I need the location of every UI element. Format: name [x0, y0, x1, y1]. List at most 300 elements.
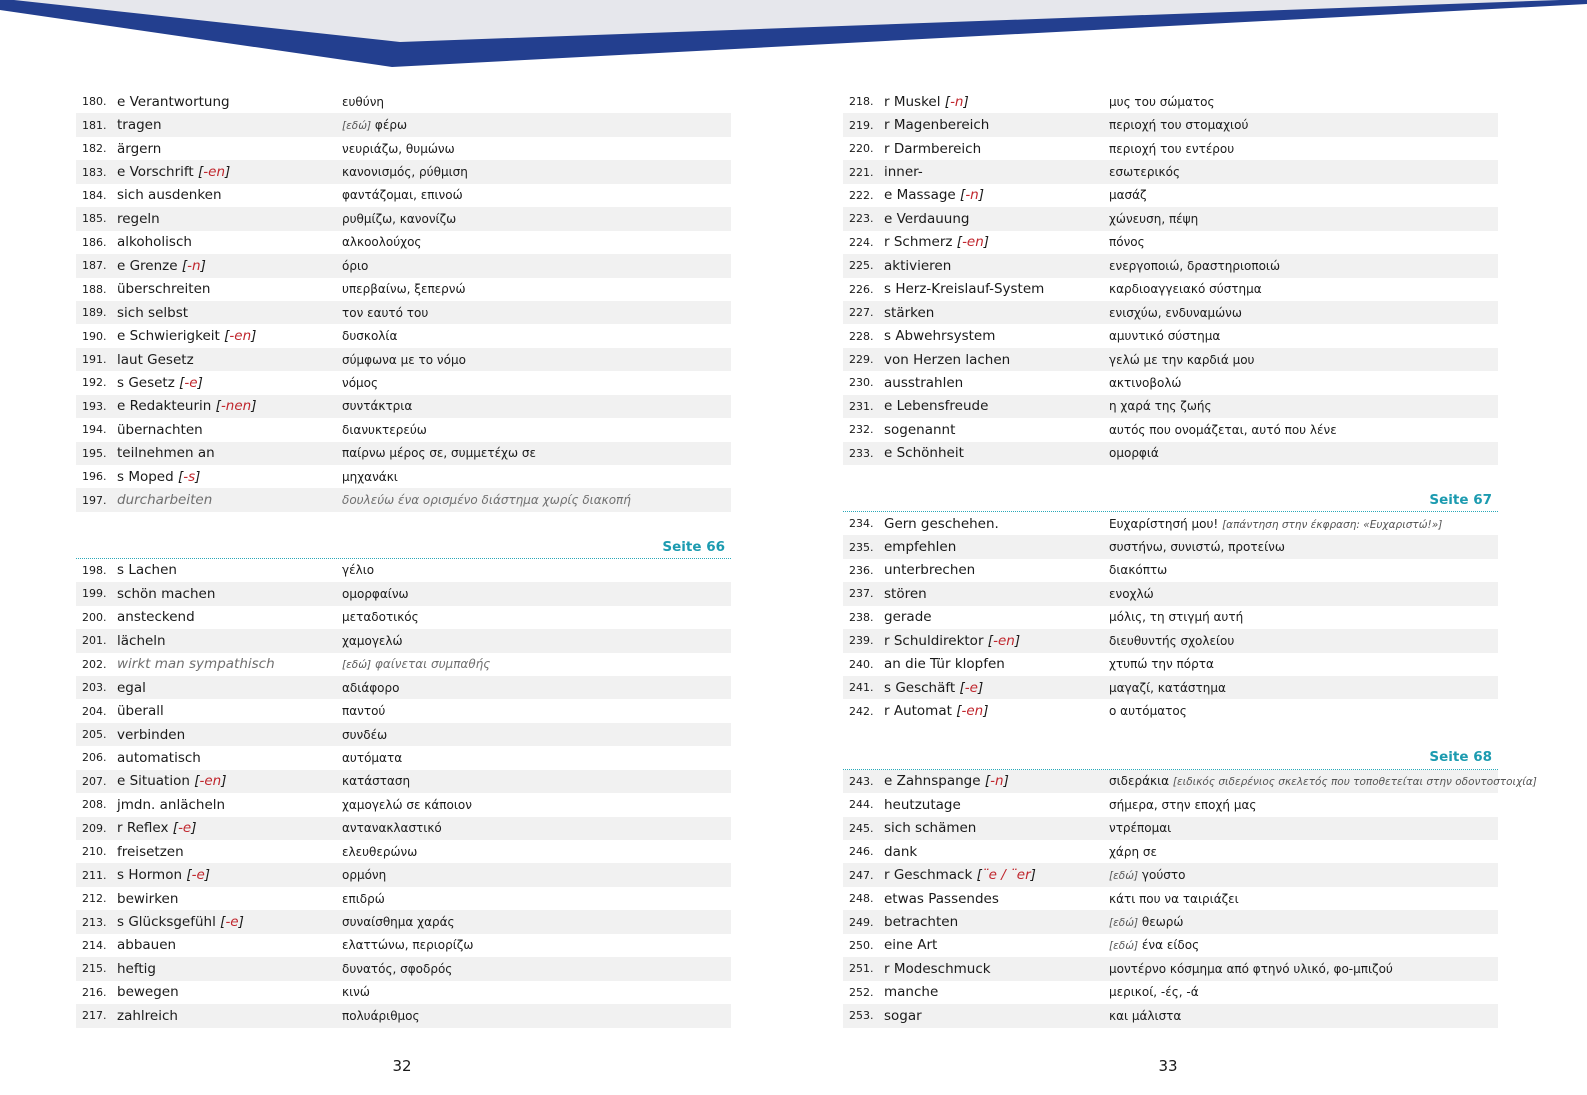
entry-number: 212. [82, 892, 107, 906]
german-word: eine Art [884, 937, 938, 954]
german-term [884, 586, 1109, 602]
section-spacer [843, 465, 1498, 488]
greek-translation [1109, 423, 1498, 437]
usage-note: [απάντηση στην έκφραση: «Ευχαριστώ!»] [1222, 518, 1443, 531]
german-term [884, 844, 1109, 860]
greek-text: διακόπτω [1109, 563, 1168, 578]
german-term [117, 680, 342, 696]
greek-translation [1109, 634, 1498, 648]
german-word: zahlreich [117, 1007, 178, 1024]
greek-translation [342, 259, 731, 273]
german-term [117, 94, 342, 110]
greek-translation [1109, 95, 1498, 109]
vocab-row [76, 254, 731, 277]
german-word: überall [117, 703, 164, 720]
greek-translation [342, 188, 731, 202]
german-term [117, 773, 342, 789]
greek-translation [1109, 704, 1498, 718]
vocab-row [843, 324, 1498, 347]
entry-number: 182. [82, 142, 107, 156]
german-term [117, 492, 342, 508]
greek-translation [342, 212, 731, 226]
plural-bracket-open: [ [944, 93, 951, 110]
german-word: e Schwierigkeit [117, 328, 220, 345]
greek-text: νόμος [342, 375, 379, 390]
vocab-row [76, 887, 731, 910]
plural-bracket-open: [ [959, 679, 965, 696]
german-term [884, 445, 1109, 461]
entry-number: 251. [849, 962, 874, 976]
german-word: verbinden [117, 726, 186, 743]
german-term [117, 234, 342, 250]
german-word: ansteckend [117, 609, 195, 626]
german-term [117, 422, 342, 438]
vocab-row [76, 231, 731, 254]
plural-marker [182, 867, 210, 883]
entry-number: 249. [849, 915, 874, 929]
german-word: übernachten [117, 421, 203, 438]
greek-translation [342, 915, 731, 929]
german-term [884, 562, 1109, 578]
usage-note: [ειδικός σιδερένιος σκελετός που τοποθετείται στην οδοντοστοιχία] [1172, 776, 1537, 789]
german-term [884, 352, 1109, 368]
entry-number: 203. [82, 681, 107, 695]
german-word: e Verantwortung [117, 93, 230, 110]
greek-text: σύμφωνα με το νόμο [342, 352, 466, 367]
greek-translation [1109, 540, 1498, 554]
greek-translation [342, 376, 731, 390]
plural-marker [220, 328, 257, 344]
plural-ending: -en [962, 234, 984, 251]
entry-number: 200. [82, 610, 107, 624]
german-word: ausstrahlen [884, 374, 964, 391]
vocab-row [843, 395, 1498, 418]
german-word: jmdn. anlächeln [117, 796, 226, 813]
greek-text: φαίνεται συμπαθής [374, 657, 491, 672]
plural-bracket-open: [ [976, 867, 982, 884]
greek-translation [342, 470, 731, 484]
greek-text: ο αυτόματος [1109, 704, 1187, 719]
plural-bracket-close: ] [204, 867, 211, 884]
german-word: gerade [884, 609, 932, 626]
greek-translation [342, 892, 731, 906]
greek-text: αλκοολούχος [342, 235, 422, 250]
vocab-row [76, 934, 731, 957]
german-word: r Modeschmuck [884, 960, 991, 977]
greek-translation [342, 235, 731, 249]
entry-number: 222. [849, 188, 874, 202]
plural-ending: -en [961, 703, 984, 720]
vocab-row [76, 957, 731, 980]
vocab-row [76, 1004, 731, 1027]
greek-translation [342, 634, 731, 648]
left-page-number: 32 [392, 1057, 412, 1075]
plural-marker [952, 234, 989, 250]
german-term [884, 234, 1109, 250]
entry-number: 234. [849, 517, 874, 531]
greek-text: ενεργοποιώ, δραστηριοποιώ [1109, 258, 1281, 273]
vocab-row [843, 113, 1498, 136]
german-word: überschreiten [117, 281, 211, 298]
greek-translation [342, 681, 731, 695]
entry-number: 225. [849, 259, 874, 273]
german-word: schön machen [117, 585, 216, 602]
german-word: s Geschäft [884, 679, 956, 696]
greek-text: φέρω [374, 118, 407, 133]
vocab-row [843, 1004, 1498, 1027]
german-word: r Muskel [884, 93, 941, 110]
greek-text: ακτινοβολώ [1109, 375, 1182, 390]
german-word: e Zahnspange [884, 773, 981, 790]
entry-number: 202. [82, 657, 107, 671]
plural-marker [211, 398, 256, 414]
entry-number: 247. [849, 868, 874, 882]
greek-translation [342, 399, 731, 413]
entry-number: 213. [82, 915, 107, 929]
plural-bracket-open: [ [181, 257, 188, 274]
greek-translation [342, 142, 731, 156]
entry-number: 185. [82, 212, 107, 226]
vocab-row [76, 207, 731, 230]
entry-number: 209. [82, 821, 107, 835]
plural-bracket-close: ] [978, 187, 985, 204]
german-word: sich schämen [884, 820, 977, 837]
vocab-row [843, 582, 1498, 605]
german-word: betrachten [884, 914, 959, 931]
plural-ending: -e [225, 914, 239, 931]
german-term [117, 445, 342, 461]
greek-translation [1109, 259, 1498, 273]
plural-marker [972, 867, 1036, 883]
plural-bracket-open: [ [172, 820, 179, 837]
right-page-number: 33 [1158, 1057, 1178, 1075]
vocab-row [843, 512, 1498, 535]
vocab-row [76, 324, 731, 347]
entry-number: 183. [82, 165, 107, 179]
vocab-row [843, 840, 1498, 863]
vocab-row [843, 301, 1498, 324]
usage-note: [εδώ] [342, 120, 372, 133]
plural-bracket-close: ] [963, 93, 969, 110]
entry-number: 189. [82, 306, 107, 320]
vocab-row [843, 817, 1498, 840]
vocab-row [76, 184, 731, 207]
greek-text: και μάλιστα [1109, 1008, 1182, 1023]
german-word: r Reflex [117, 820, 169, 837]
greek-translation [342, 423, 731, 437]
german-term [117, 820, 342, 836]
entry-number: 230. [849, 376, 874, 390]
greek-translation [1109, 985, 1498, 999]
header-banner [0, 0, 1587, 72]
greek-translation [1109, 657, 1498, 671]
vocab-row [76, 90, 731, 113]
german-term [884, 398, 1109, 414]
vocab-row [76, 629, 731, 652]
entry-number: 228. [849, 329, 874, 343]
greek-text: ομορφαίνω [342, 586, 409, 601]
greek-text: περιοχή του εντέρου [1109, 141, 1235, 156]
german-term [117, 211, 342, 227]
german-word: heutzutage [884, 796, 961, 813]
entry-number: 231. [849, 399, 874, 413]
german-term [884, 609, 1109, 625]
greek-text: ορμόνη [342, 868, 387, 883]
entry-number: 196. [82, 470, 107, 484]
vocab-row [76, 723, 731, 746]
plural-marker [174, 469, 201, 485]
entry-number: 187. [82, 259, 107, 273]
german-term [117, 305, 342, 321]
greek-text: αμυντικό σύστημα [1109, 329, 1221, 344]
greek-text: μυς του σώματος [1109, 94, 1215, 109]
plural-marker [984, 633, 1021, 649]
greek-translation [342, 821, 731, 835]
entry-number: 224. [849, 235, 874, 249]
german-word: sich ausdenken [117, 187, 222, 204]
plural-marker [956, 187, 984, 203]
greek-text: χτυπώ την πόρτα [1109, 657, 1214, 672]
german-word: unterbrechen [884, 562, 976, 579]
entry-number: 220. [849, 142, 874, 156]
vocab-row [76, 746, 731, 769]
entry-number: 218. [849, 95, 874, 109]
german-word: tragen [117, 117, 162, 134]
german-word: abbauen [117, 937, 177, 954]
plural-ending: -n [965, 187, 979, 204]
german-term [117, 117, 342, 133]
greek-text: μεταδοτικός [342, 610, 419, 625]
plural-bracket-close: ] [238, 914, 244, 931]
german-term [117, 891, 342, 907]
greek-translation [1109, 610, 1498, 624]
vocab-row [76, 371, 731, 394]
plural-ending: -en [993, 632, 1015, 649]
german-term [884, 867, 1109, 883]
vocab-row [76, 348, 731, 371]
entry-number: 191. [82, 353, 107, 367]
german-term [117, 961, 342, 977]
vocab-row [843, 699, 1498, 722]
entry-number: 214. [82, 938, 107, 952]
greek-text: δυνατός, σφοδρός [342, 961, 453, 976]
greek-translation [1109, 774, 1537, 788]
entry-number: 190. [82, 329, 107, 343]
greek-text: όριο [342, 258, 369, 273]
plural-bracket-close: ] [191, 820, 197, 837]
vocab-row [843, 418, 1498, 441]
plural-bracket-close: ] [1030, 867, 1036, 884]
plural-bracket-open: [ [987, 632, 994, 649]
plural-marker [190, 773, 227, 789]
entry-number: 236. [849, 563, 874, 577]
vocab-row [76, 137, 731, 160]
entry-number: 188. [82, 282, 107, 296]
vocab-row [843, 160, 1498, 183]
greek-text: χαμογελώ [342, 633, 403, 648]
vocab-row [843, 254, 1498, 277]
german-term [117, 141, 342, 157]
greek-translation [342, 282, 731, 296]
german-term [117, 1008, 342, 1024]
plural-bracket-open: [ [960, 187, 966, 204]
german-word: lächeln [117, 632, 166, 649]
entry-number: 193. [82, 399, 107, 413]
vocab-row [76, 395, 731, 418]
usage-note: [εδώ] [1109, 870, 1139, 883]
german-term [117, 984, 342, 1000]
greek-translation [1109, 681, 1498, 695]
greek-translation [1109, 868, 1498, 882]
german-term [117, 586, 342, 602]
entry-number: 216. [82, 985, 107, 999]
german-word: e Verdauung [884, 210, 970, 227]
greek-translation [1109, 1009, 1498, 1023]
entry-number: 223. [849, 212, 874, 226]
entry-number: 241. [849, 681, 874, 695]
greek-translation [342, 118, 731, 132]
greek-translation [342, 868, 731, 882]
greek-text: διανυκτερεύω [342, 422, 427, 437]
german-term [884, 891, 1109, 907]
greek-translation [1109, 938, 1498, 952]
greek-translation [342, 587, 731, 601]
greek-text: παντού [342, 704, 386, 719]
german-term [884, 258, 1109, 274]
german-term [117, 164, 342, 180]
german-word: e Lebensfreude [884, 398, 989, 415]
plural-marker [952, 703, 989, 719]
entry-number: 181. [82, 118, 107, 132]
vocab-row [76, 442, 731, 465]
entry-number: 238. [849, 610, 874, 624]
greek-translation [1109, 188, 1498, 202]
plural-bracket-open: [ [186, 867, 192, 884]
greek-text: μηχανάκι [342, 469, 398, 484]
greek-text: ρυθμίζω, κανονίζω [342, 211, 457, 226]
plural-bracket-open: [ [956, 234, 963, 251]
page-reference: Seite 66 [76, 535, 731, 558]
vocab-row [76, 582, 731, 605]
entry-number: 186. [82, 235, 107, 249]
german-term [117, 750, 342, 766]
german-term [117, 258, 342, 274]
greek-translation [342, 774, 731, 788]
entry-number: 243. [849, 774, 874, 788]
greek-text: τον εαυτό του [342, 305, 429, 320]
greek-text: μασάζ [1109, 188, 1147, 203]
entry-number: 211. [82, 868, 107, 882]
greek-text: συνδέω [342, 727, 388, 742]
entry-number: 239. [849, 634, 874, 648]
entry-number: 217. [82, 1009, 107, 1023]
german-term [117, 633, 342, 649]
german-word: r Geschmack [884, 867, 973, 884]
vocab-row [843, 934, 1498, 957]
german-term [884, 1008, 1109, 1024]
plural-ending: -en [229, 328, 252, 345]
german-word: automatisch [117, 749, 201, 766]
german-word: inner- [884, 164, 923, 181]
vocab-row [843, 770, 1537, 793]
german-term [117, 797, 342, 813]
entry-number: 232. [849, 423, 874, 437]
german-term [117, 914, 342, 930]
german-term [884, 961, 1109, 977]
greek-translation [342, 985, 731, 999]
german-term [884, 703, 1109, 719]
german-term [117, 703, 342, 719]
german-term [884, 281, 1109, 297]
greek-text: μαγαζί, κατάστημα [1109, 680, 1226, 695]
greek-translation [342, 751, 731, 765]
entry-number: 199. [82, 587, 107, 601]
german-word: bewirken [117, 890, 179, 907]
entry-number: 194. [82, 423, 107, 437]
greek-translation [1109, 563, 1498, 577]
german-term [117, 281, 342, 297]
vocab-row [843, 981, 1498, 1004]
page-reference: Seite 67 [843, 488, 1498, 511]
german-term [884, 375, 1109, 391]
greek-text: Ευχαρίστησή μου! [1109, 516, 1219, 531]
plural-bracket-close: ] [197, 374, 203, 391]
german-term [117, 469, 342, 485]
plural-marker [178, 258, 206, 274]
german-term [117, 398, 342, 414]
german-term [884, 422, 1109, 438]
greek-translation [1109, 142, 1498, 156]
entry-number: 205. [82, 728, 107, 742]
entry-number: 235. [849, 540, 874, 554]
german-term [884, 773, 1109, 789]
vocab-row [843, 676, 1498, 699]
german-term [884, 937, 1109, 953]
greek-text: ευθύνη [342, 94, 385, 109]
entry-number: 248. [849, 892, 874, 906]
vocab-row [76, 676, 731, 699]
entry-number: 229. [849, 353, 874, 367]
greek-text: φαντάζομαι, επινοώ [342, 188, 463, 203]
german-term [884, 211, 1109, 227]
greek-text: χώνευση, πέψη [1109, 211, 1199, 226]
greek-translation [342, 95, 731, 109]
german-word: s Glücksgefühl [117, 914, 216, 931]
vocab-row [843, 629, 1498, 652]
german-term [117, 187, 342, 203]
german-term [117, 562, 342, 578]
entry-number: 197. [82, 493, 107, 507]
plural-bracket-open: [ [194, 773, 200, 790]
german-term [117, 375, 342, 391]
german-term [884, 187, 1109, 203]
german-term [884, 820, 1109, 836]
plural-bracket-open: [ [224, 328, 230, 345]
german-term [884, 797, 1109, 813]
greek-text: επιδρώ [342, 891, 385, 906]
vocab-row [76, 465, 731, 488]
plural-bracket-open: [ [215, 398, 221, 415]
german-term [117, 844, 342, 860]
plural-ending: -e [191, 867, 205, 884]
plural-marker [940, 94, 968, 110]
vocab-row [843, 207, 1498, 230]
vocab-row [76, 301, 731, 324]
entry-number: 210. [82, 845, 107, 859]
german-term [117, 328, 342, 344]
german-word: heftig [117, 960, 156, 977]
greek-text: συναίσθημα χαράς [342, 915, 455, 930]
